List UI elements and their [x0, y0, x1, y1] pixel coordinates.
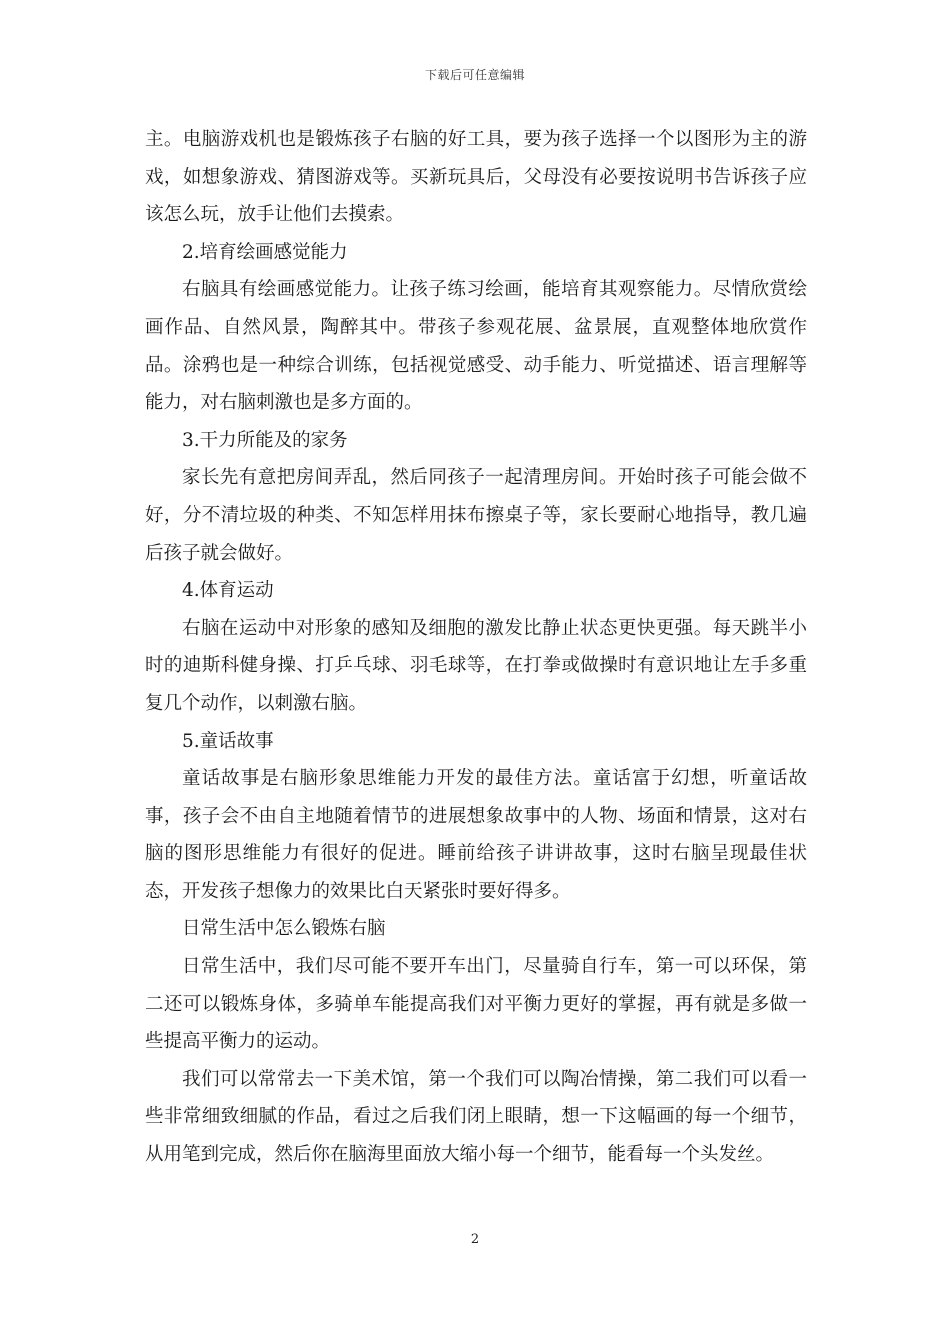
page-header: 下载后可任意编辑 — [424, 68, 525, 82]
section-heading: 2.培育绘画感觉能力 — [182, 241, 348, 263]
paragraph: 家长先有意把房间弄乱，然后同孩子一起清理房间。开始时孩子可能会做不好，分不清垃圾的种类、不知怎样用抹布擦桌子等，家长要耐心地指导，教几遍后孩子就会做好。 — [145, 467, 807, 564]
paragraph: 童话故事是右脑形象思维能力开发的最佳方法。童话富于幻想，听童话故事，孩子会不由自主地随着情节的进展想象故事中的人物、场面和情景，这对右脑的图形思维能力有很好的促进。睡前给孩子讲讲故事，这时右脑呈现最佳状态，开发孩子想像力的效果比白天紧张时要好得多。 — [145, 768, 807, 902]
document-body — [145, 121, 807, 1174]
paragraph: 主。电脑游戏机也是锻炼孩子右脑的好工具，要为孩子选择一个以图形为主的游戏，如想象游戏、猜图游戏等。买新玩具后，父母没有必要按说明书告诉孩子应该怎么玩，放手让他们去摸索。 — [145, 129, 807, 226]
section-heading: 5.童话故事 — [182, 730, 274, 752]
paragraph: 我们可以常常去一下美术馆，第一个我们可以陶冶情操，第二我们可以看一些非常细致细腻的作品，看过之后我们闭上眼睛，想一下这幅画的每一个细节，从用笔到完成，然后你在脑海里面放大缩小每一个细节，能看每一个头发丝。 — [145, 1068, 807, 1166]
paragraph: 日常生活中，我们尽可能不要开车出门，尽量骑自行车，第一可以环保，第二还可以锻炼身体，多骑单车能提高我们对平衡力更好的掌握，再有就是多做一些提高平衡力的运动。 — [145, 956, 807, 1053]
section-heading: 4.体育运动 — [182, 580, 274, 602]
section-heading: 日常生活中怎么锻炼右脑 — [182, 918, 386, 940]
page-number: 2 — [470, 1232, 480, 1247]
section-heading: 3.干力所能及的家务 — [182, 429, 348, 451]
paragraph: 右脑具有绘画感觉能力。让孩子练习绘画，能培育其观察能力。尽情欣赏绘画作品、自然风景，陶醉其中。带孩子参观花展、盆景展，直观整体地欣赏作品。涂鸦也是一种综合训练，包括视觉感受、动手能力、听觉描述、语言理解等能力，对右脑刺激也是多方面的。 — [145, 279, 807, 414]
paragraph: 右脑在运动中对形象的感知及细胞的激发比静止状态更快更强。每天跳半小时的迪斯科健身操、打乒乓球、羽毛球等，在打拳或做操时有意识地让左手多重复几个动作，以刺激右脑。 — [145, 617, 807, 714]
